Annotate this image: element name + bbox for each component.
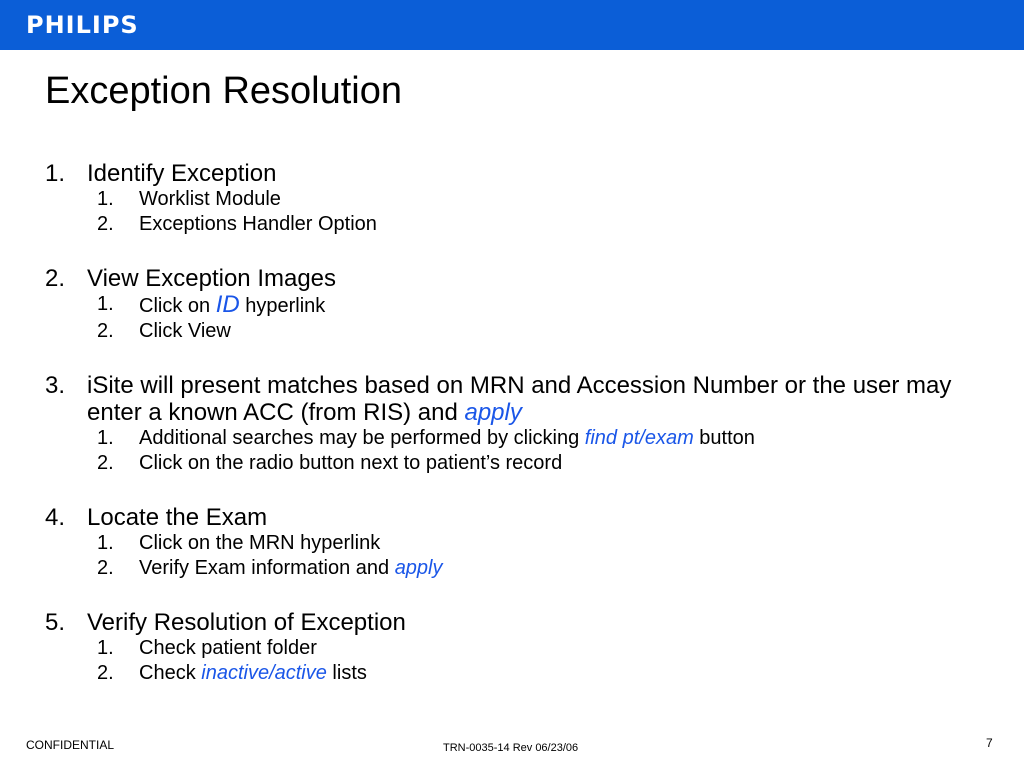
step-number: 3.	[45, 372, 66, 399]
step-heading	[0, 372, 1024, 426]
slide-title: Exception Resolution	[45, 70, 402, 112]
substep-text-pre: Additional searches may be performed by clicking	[139, 427, 585, 449]
substep-text-post: hyperlink	[239, 295, 326, 317]
substep-number: 1.	[97, 293, 114, 315]
document-reference: TRN-0035-14 Rev 06/23/06	[443, 742, 579, 754]
step-5	[0, 609, 1024, 686]
step-text: Identify Exception	[87, 160, 277, 187]
substep-text: Exceptions Handler Option	[139, 213, 377, 235]
substep-text: Click View	[139, 320, 231, 342]
philips-logo: PHILIPS	[26, 11, 139, 39]
substep-number: 2.	[97, 213, 114, 235]
step-text: Locate the Exam	[87, 504, 268, 531]
substep	[0, 187, 1024, 212]
confidential-label: CONFIDENTIAL	[26, 738, 115, 752]
substep-number: 1.	[97, 188, 114, 210]
header-bar	[0, 0, 1024, 50]
substep-number: 2.	[97, 320, 114, 342]
inactive-active-link[interactable]: inactive/active	[201, 662, 327, 684]
substep	[0, 451, 1024, 476]
substep	[0, 661, 1024, 686]
substep-number: 1.	[97, 637, 114, 659]
step-heading	[0, 160, 1024, 187]
substep-text: Check patient folder	[139, 637, 317, 659]
find-pt-exam-link[interactable]: find pt/exam	[584, 427, 694, 449]
step-heading	[0, 265, 1024, 292]
step-heading	[0, 609, 1024, 636]
step-list	[0, 160, 1024, 686]
id-hyperlink[interactable]: ID	[215, 291, 240, 318]
substep	[0, 426, 1024, 451]
step-text-pre: iSite will present matches based on MRN and Accession Number or the user may enter a known ACC (from RIS) and	[87, 372, 952, 426]
step-number: 1.	[45, 160, 66, 187]
step-number: 4.	[45, 504, 66, 531]
substep	[0, 292, 1024, 319]
substep-text: Click on the radio button next to patient’s record	[139, 452, 563, 474]
substep	[0, 319, 1024, 344]
step-3	[0, 372, 1024, 476]
apply-link[interactable]: apply	[464, 399, 522, 426]
substep-number: 2.	[97, 662, 114, 684]
step-number: 5.	[45, 609, 66, 636]
step-number: 2.	[45, 265, 66, 292]
apply-link[interactable]: apply	[394, 557, 443, 579]
step-heading	[0, 504, 1024, 531]
substep	[0, 531, 1024, 556]
step-text: Verify Resolution of Exception	[87, 609, 406, 636]
step-text: View Exception Images	[87, 265, 337, 292]
substep-number: 1.	[97, 427, 114, 449]
substep-text-pre: Check	[139, 662, 202, 684]
step-1	[0, 160, 1024, 237]
page-number: 7	[986, 736, 993, 750]
substep-number: 1.	[97, 532, 114, 554]
substep	[0, 212, 1024, 237]
substep-text: Worklist Module	[139, 188, 281, 210]
substep	[0, 636, 1024, 661]
substep-text-pre: Click on	[139, 295, 216, 317]
substep-text-pre: Verify Exam information and	[139, 557, 395, 579]
substep-text-post: button	[693, 427, 755, 449]
substep-number: 2.	[97, 557, 114, 579]
step-4	[0, 504, 1024, 581]
substep-text: Click on the MRN hyperlink	[139, 532, 381, 554]
substep-text-post: lists	[326, 662, 367, 684]
substep-number: 2.	[97, 452, 114, 474]
substep	[0, 556, 1024, 581]
step-2	[0, 265, 1024, 344]
